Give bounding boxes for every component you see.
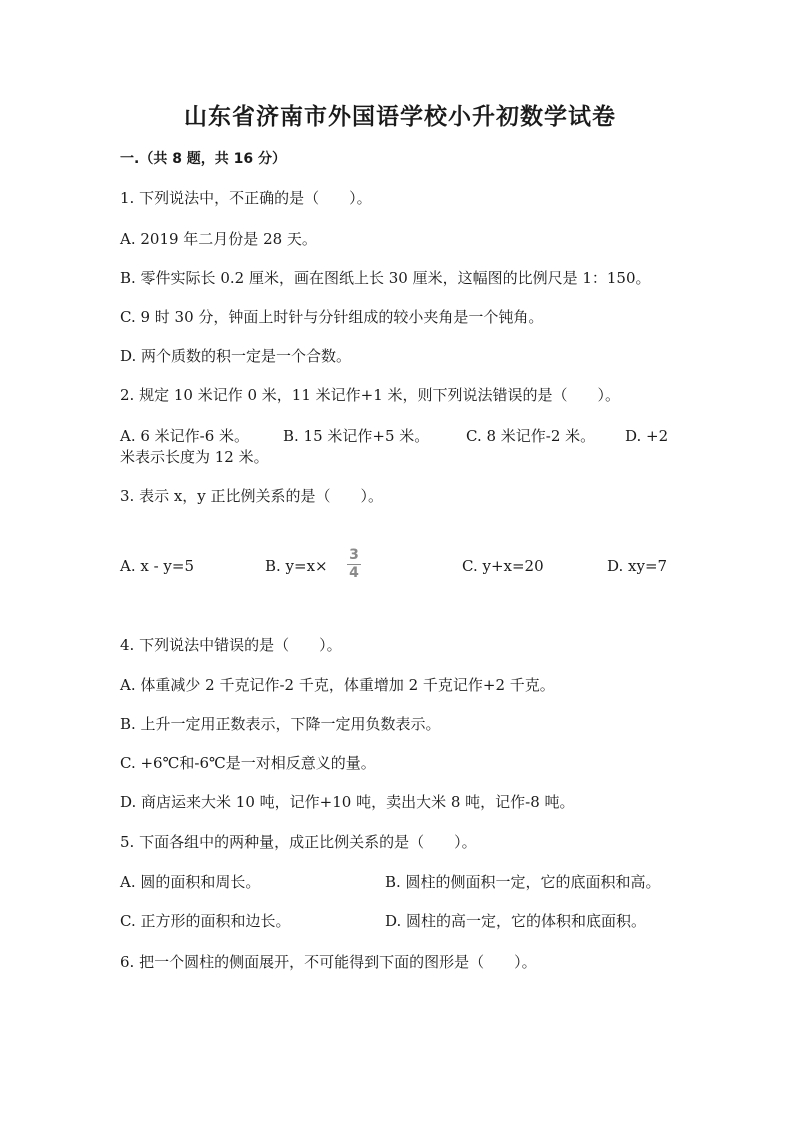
question-5-option-c: C. 正方形的面积和边长。 [120,912,291,930]
question-1-option-b: B. 零件实际长 0.2 厘米，画在图纸上长 30 厘米，这幅图的比例尺是 1：150。 [120,269,651,287]
question-5-option-b: B. 圆柱的侧面积一定，它的底面积和高。 [385,873,661,891]
fraction-numerator: 3 [349,547,359,563]
fraction-three-quarters [344,548,364,581]
question-2-option-b: B. 15 米记作+5 米。 [283,427,430,445]
section-heading: 一.（共 8 题，共 16 分） [120,151,287,167]
question-3-option-d: D. xy=7 [607,557,668,575]
question-3-option-c: C. y+x=20 [462,557,544,575]
question-1-option-c: C. 9 时 30 分，钟面上时针与分针组成的较小夹角是一个钝角。 [120,308,544,326]
question-5-option-a: A. 圆的面积和周长。 [120,873,261,891]
question-2-stem: 2. 规定 10 米记作 0 米，11 米记作+1 米，则下列说法错误的是（ ）。 [120,386,621,404]
question-3-option-b: B. y=x× [265,557,328,575]
question-4-option-d: D. 商店运来大米 10 吨，记作+10 吨，卖出大米 8 吨，记作-8 吨。 [120,793,575,811]
question-2-option-c: C. 8 米记作-2 米。 [466,427,596,445]
fraction-denominator: 4 [349,565,359,581]
question-2-option-a: A. 6 米记作-6 米。 [120,427,250,445]
page-title: 山东省济南市外国语学校小升初数学试卷 [184,103,616,130]
question-1-option-a: A. 2019 年二月份是 28 天。 [120,230,317,248]
question-1-option-d: D. 两个质数的积一定是一个合数。 [120,347,352,365]
question-1-stem: 1. 下列说法中，不正确的是（ ）。 [120,189,372,207]
question-3-stem: 3. 表示 x，y 正比例关系的是（ ）。 [120,487,384,505]
question-4-option-c: C. +6℃和-6℃是一对相反意义的量。 [120,754,376,772]
question-4-option-a: A. 体重减少 2 千克记作-2 千克，体重增加 2 千克记作+2 千克。 [120,676,555,694]
question-5-option-d: D. 圆柱的高一定，它的体积和底面积。 [385,912,647,930]
question-2-option-d: D. +2 [625,427,669,445]
question-6-stem: 6. 把一个圆柱的侧面展开，不可能得到下面的图形是（ ）。 [120,953,537,971]
question-3-option-a: A. x - y=5 [120,557,195,575]
question-4-stem: 4. 下列说法中错误的是（ ）。 [120,636,342,654]
question-4-option-b: B. 上升一定用正数表示，下降一定用负数表示。 [120,715,441,733]
question-5-stem: 5. 下面各组中的两种量，成正比例关系的是（ ）。 [120,833,477,851]
question-2-option-d-continued: 米表示长度为 12 米。 [120,448,269,466]
